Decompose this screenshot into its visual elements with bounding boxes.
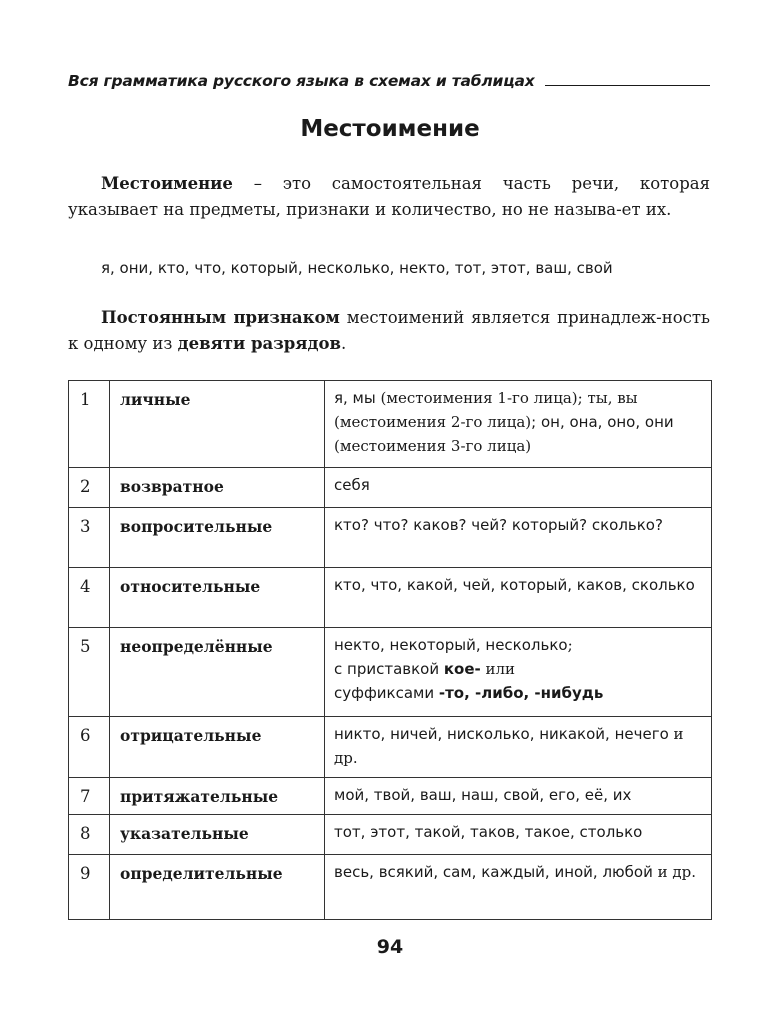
- table-row: [69, 381, 712, 468]
- pronoun-ranks-table: [68, 380, 712, 920]
- row-number: 3: [69, 508, 110, 568]
- constant-feature-text: местоимений является принадлеж-ность к одному из: [68, 308, 710, 353]
- table-row: [69, 508, 712, 568]
- row-number: 7: [69, 778, 110, 815]
- prefix-highlight: кое-: [443, 660, 481, 678]
- row-number: 6: [69, 717, 110, 778]
- rank-examples: мой, твой, ваш, наш, свой, его, её, их: [325, 778, 712, 815]
- rank-name: относительные: [110, 568, 325, 628]
- row-number: 9: [69, 855, 110, 920]
- pronoun-examples: я, они, кто, что, который, несколько, некто, тот, этот, ваш, свой: [101, 259, 613, 277]
- running-title: Вся грамматика русского языка в схемах и таблицах: [68, 72, 535, 90]
- table-row: [69, 778, 712, 815]
- table-row: [69, 468, 712, 508]
- rank-examples: никто, ничей, нисколько, никакой, нечего и др.: [325, 717, 712, 778]
- rank-examples: кто? что? каков? чей? который? сколько?: [325, 508, 712, 568]
- rank-examples: некто, некоторый, несколько; с приставкой кое- или суффиксами -то, -либо, -нибудь: [325, 628, 712, 717]
- constant-feature-paragraph: [68, 305, 710, 357]
- table-row: [69, 855, 712, 920]
- table-row: [69, 568, 712, 628]
- row-number: 2: [69, 468, 110, 508]
- rank-examples: тот, этот, такой, таков, такое, столько: [325, 815, 712, 855]
- row-number: 4: [69, 568, 110, 628]
- constant-feature-end: .: [340, 334, 347, 353]
- rank-name: возвратное: [110, 468, 325, 508]
- running-header: [68, 64, 710, 90]
- rank-name: указательные: [110, 815, 325, 855]
- rank-examples: весь, всякий, сам, каждый, иной, любой и др.: [325, 855, 712, 920]
- constant-feature-lead: Постоянным признаком: [101, 308, 340, 327]
- rank-name: определительные: [110, 855, 325, 920]
- header-rule: [545, 85, 710, 86]
- row-number: 5: [69, 628, 110, 717]
- rank-examples: я, мы (местоимения 1-го лица); ты, вы (местоимения 2-го лица); он, она, оно, они (местоимения 3-го лица): [325, 381, 712, 468]
- definition-text: – это самостоятельная часть речи, которая указывает на предметы, признаки и количество, но не называ-ет их.: [68, 174, 710, 219]
- suffix-highlight: -то, -либо, -нибудь: [438, 684, 604, 702]
- table-row: [69, 628, 712, 717]
- definition-term: Местоимение: [101, 174, 233, 193]
- rank-name: неопределённые: [110, 628, 325, 717]
- page-title: Местоимение: [300, 116, 480, 142]
- table-row: [69, 717, 712, 778]
- table-row: [69, 815, 712, 855]
- rank-name: вопросительные: [110, 508, 325, 568]
- rank-examples: себя: [325, 468, 712, 508]
- rank-name: притяжательные: [110, 778, 325, 815]
- rank-examples: кто, что, какой, чей, который, каков, сколько: [325, 568, 712, 628]
- row-number: 1: [69, 381, 110, 468]
- page-number: 94: [376, 936, 404, 958]
- rank-name: отрицательные: [110, 717, 325, 778]
- rank-name: личные: [110, 381, 325, 468]
- row-number: 8: [69, 815, 110, 855]
- definition-paragraph: [68, 171, 710, 223]
- constant-feature-tail: девяти разрядов: [177, 334, 341, 353]
